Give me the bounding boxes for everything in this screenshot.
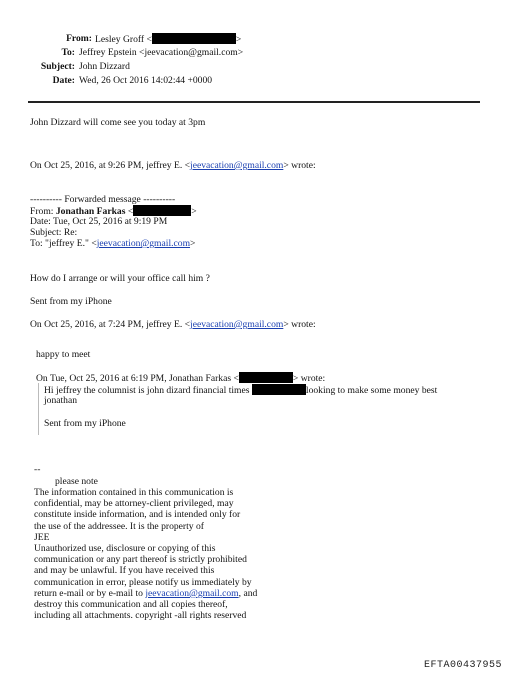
from-bracket: > [235, 34, 242, 45]
disclaimer-email-prefix: return e-mail or by e-mail to [34, 587, 146, 599]
disclaimer-email-line [34, 588, 257, 599]
disclaimer-line: destroy this communication and all copies thereof, [34, 599, 228, 611]
wrote-line-2 [30, 319, 316, 331]
forwarded-from-label: From: [30, 206, 54, 217]
disclaimer-line: confidential, may be attorney-client privileged, may [34, 498, 234, 510]
sent-from-iphone: Sent from my iPhone [30, 296, 112, 307]
wrote-suffix: > wrote: [283, 319, 316, 330]
disclaimer [34, 487, 257, 621]
disclaimer-line: the use of the addressee. It is the property of [34, 520, 204, 532]
quote-line-2: jonathan [44, 395, 78, 406]
email-link[interactable]: jeevacation@gmail.com [190, 160, 284, 171]
quote-bar [38, 383, 39, 435]
disclaimer-line: The information contained in this communication is [34, 487, 234, 498]
to-value: Jeffrey Epstein <jeevacation@gmail.com> [79, 47, 244, 58]
date-value: Wed, 26 Oct 2016 14:02:44 +0000 [79, 75, 213, 86]
forwarded-from-name: Jonathan Farkas [55, 206, 126, 217]
disclaimer-line: communication in error, please notify us immediately by [34, 576, 252, 588]
disclaimer-line: and may be unlawful. If you have received this [34, 565, 215, 577]
forwarded-date: Date: Tue, Oct 25, 2016 at 9:19 PM [30, 216, 168, 227]
header-divider [28, 101, 480, 103]
forwarded-subject: Subject: Re: [30, 227, 78, 238]
redaction-box [252, 384, 306, 395]
redaction-box [239, 372, 293, 383]
wrote-suffix: > wrote: [283, 160, 316, 171]
quote-text-continued: looking to make some money best [305, 385, 438, 396]
wrote-line-3 [36, 372, 325, 385]
forwarded-to-prefix: To: "jeffrey E." < [30, 238, 97, 249]
redaction-box [152, 33, 236, 44]
disclaimer-line: Unauthorized use, disclosure or copying of this [34, 543, 216, 555]
forwarded-to [30, 238, 195, 250]
redaction-box [133, 205, 191, 216]
disclaimer-line: including all attachments. copyright -all rights reserved [34, 610, 247, 622]
happy-text: happy to meet [36, 349, 91, 360]
sent-from-iphone-quoted: Sent from my iPhone [44, 418, 126, 429]
disclaimer-line: communication or any part thereof is strictly prohibited [34, 554, 247, 566]
email-link[interactable]: jeevacation@gmail.com [145, 587, 239, 599]
from-value [95, 33, 241, 46]
email-link[interactable]: jeevacation@gmail.com [190, 319, 284, 330]
question-text: How do I arrange or will your office call him ? [30, 273, 210, 284]
wrote-prefix: On Tue, Oct 25, 2016 at 6:19 PM, Jonathan Farkas < [36, 373, 239, 384]
please-note: please note [55, 476, 98, 487]
forwarded-to-suffix: > [190, 238, 196, 249]
bates-number: EFTA00437955 [423, 660, 502, 671]
from-name: Lesley Groff < [95, 34, 152, 45]
disclaimer-email-suffix: , and [238, 587, 258, 599]
quote-text: Hi jeffrey the columnist is john dizard financial times [44, 385, 250, 396]
wrote-line-1 [30, 160, 316, 172]
signature-dashes: -- [34, 464, 41, 475]
quote-line-1 [44, 384, 437, 397]
subject-value: John Dizzard [79, 61, 130, 72]
disclaimer-line: constitute inside information, and is intended only for [34, 509, 241, 521]
forwarded-divider: ---------- Forwarded message ---------- [30, 194, 176, 205]
date-label: Date: [52, 75, 75, 86]
disclaimer-line: JEE [34, 531, 50, 543]
message-text: John Dizzard will come see you today at 3pm [30, 117, 206, 128]
subject-label: Subject: [40, 61, 75, 72]
bracket-close: > [191, 206, 197, 217]
from-label: From: [66, 33, 92, 44]
bracket-open: < [127, 206, 134, 217]
wrote-prefix: On Oct 25, 2016, at 9:26 PM, jeffrey E. < [30, 160, 191, 171]
wrote-prefix: On Oct 25, 2016, at 7:24 PM, jeffrey E. < [30, 319, 191, 330]
to-label: To: [61, 47, 75, 58]
email-link[interactable]: jeevacation@gmail.com [96, 238, 191, 249]
wrote-suffix: > wrote: [292, 373, 326, 384]
